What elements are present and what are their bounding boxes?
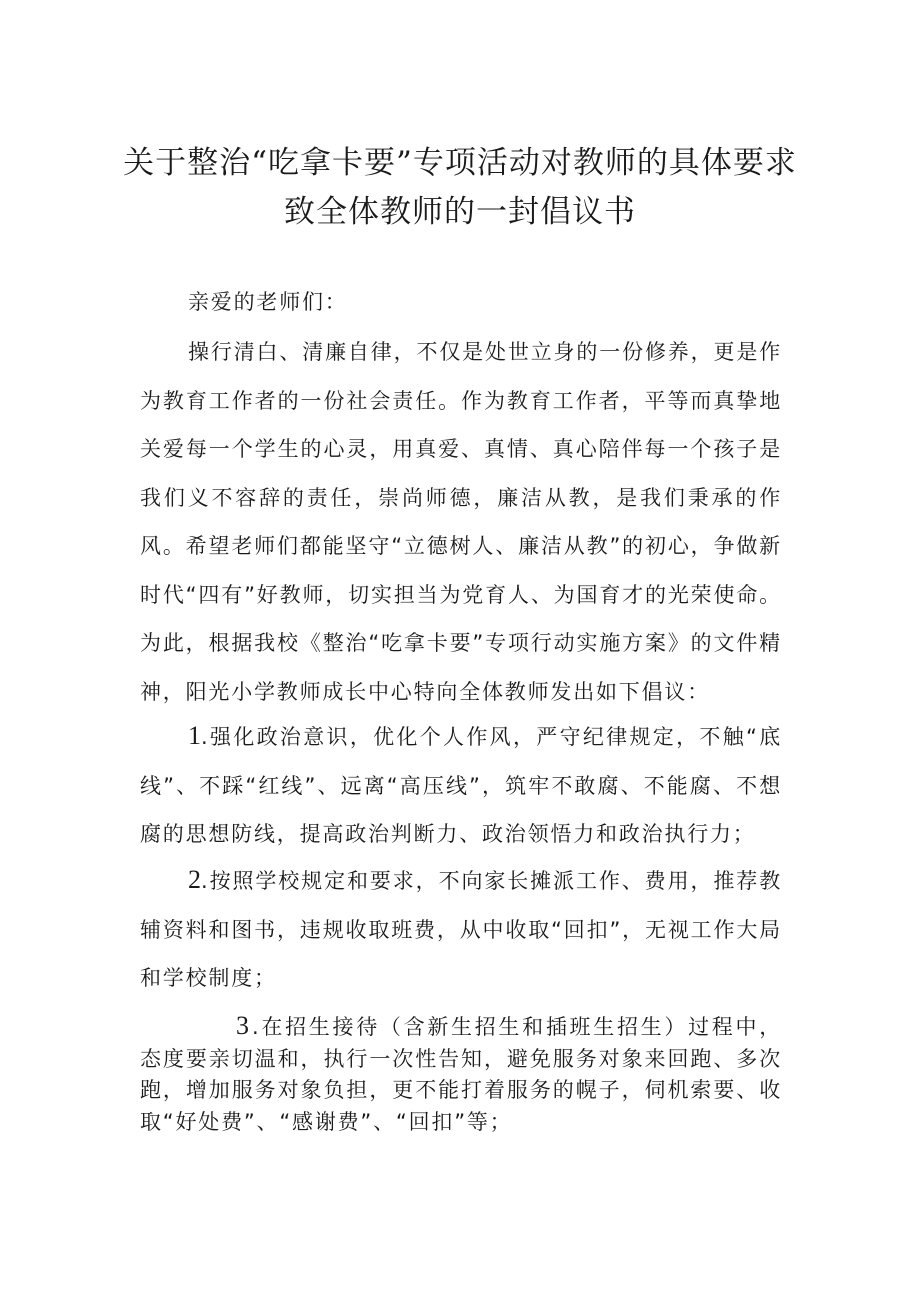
salutation: 亲爱的老师们：: [188, 290, 348, 314]
list-item: [140, 712, 782, 859]
list-item: [140, 1010, 782, 1138]
list-item: [140, 856, 782, 1003]
intro-paragraph: 操行清白、清廉自律，不仅是处世立身的一份修养，更是作为教育工作者的一份社会责任。作为教育工作者，平等而真挚地关爱每一个学生的心灵，用真爱、真情、真心陪伴每一个孩子是我们义不容辞的责任，崇尚师德，廉洁从教，是我们秉承的作风。希望老师们都能坚守“立德树人、廉洁从教”的初心，争做新时代“四有”好教师，切实担当为党育人、为国育才的光荣使命。为此，根据我校《整治“吃拿卡要”专项行动实施方案》的文件精神，阳光小学教师成长中心特向全体教师发出如下倡议：: [140, 340, 782, 704]
document-title-line1: 关于整治“吃拿卡要”专项活动对教师的具体要求: [123, 145, 797, 181]
item-number: 3: [236, 1011, 249, 1040]
item-number: 1: [188, 721, 201, 750]
item-text: .强化政治意识，优化个人作风，严守纪律规定，不触“底线”、不踩“红线”、远离“高压线”，筑牢不敢腐、不能腐、不想腐的思想防线，提高政治判断力、政治领悟力和政治执行力；: [140, 725, 782, 846]
document-title-line2: 致全体教师的一封倡议书: [284, 194, 636, 230]
item-text: .按照学校规定和要求，不向家长摊派工作、费用，推荐教辅资料和图书，违规收取班费，从中收取“回扣”，无视工作大局和学校制度；: [140, 869, 782, 990]
item-number: 2: [188, 865, 201, 894]
item-text: .在招生接待（含新生招生和插班生招生）过程中，态度要亲切温和，执行一次性告知，避免服务对象来回跑、多次跑，增加服务对象负担，更不能打着服务的幌子，伺机索要、收取“好处费”、“感谢费”、“回扣”等；: [140, 1015, 782, 1134]
